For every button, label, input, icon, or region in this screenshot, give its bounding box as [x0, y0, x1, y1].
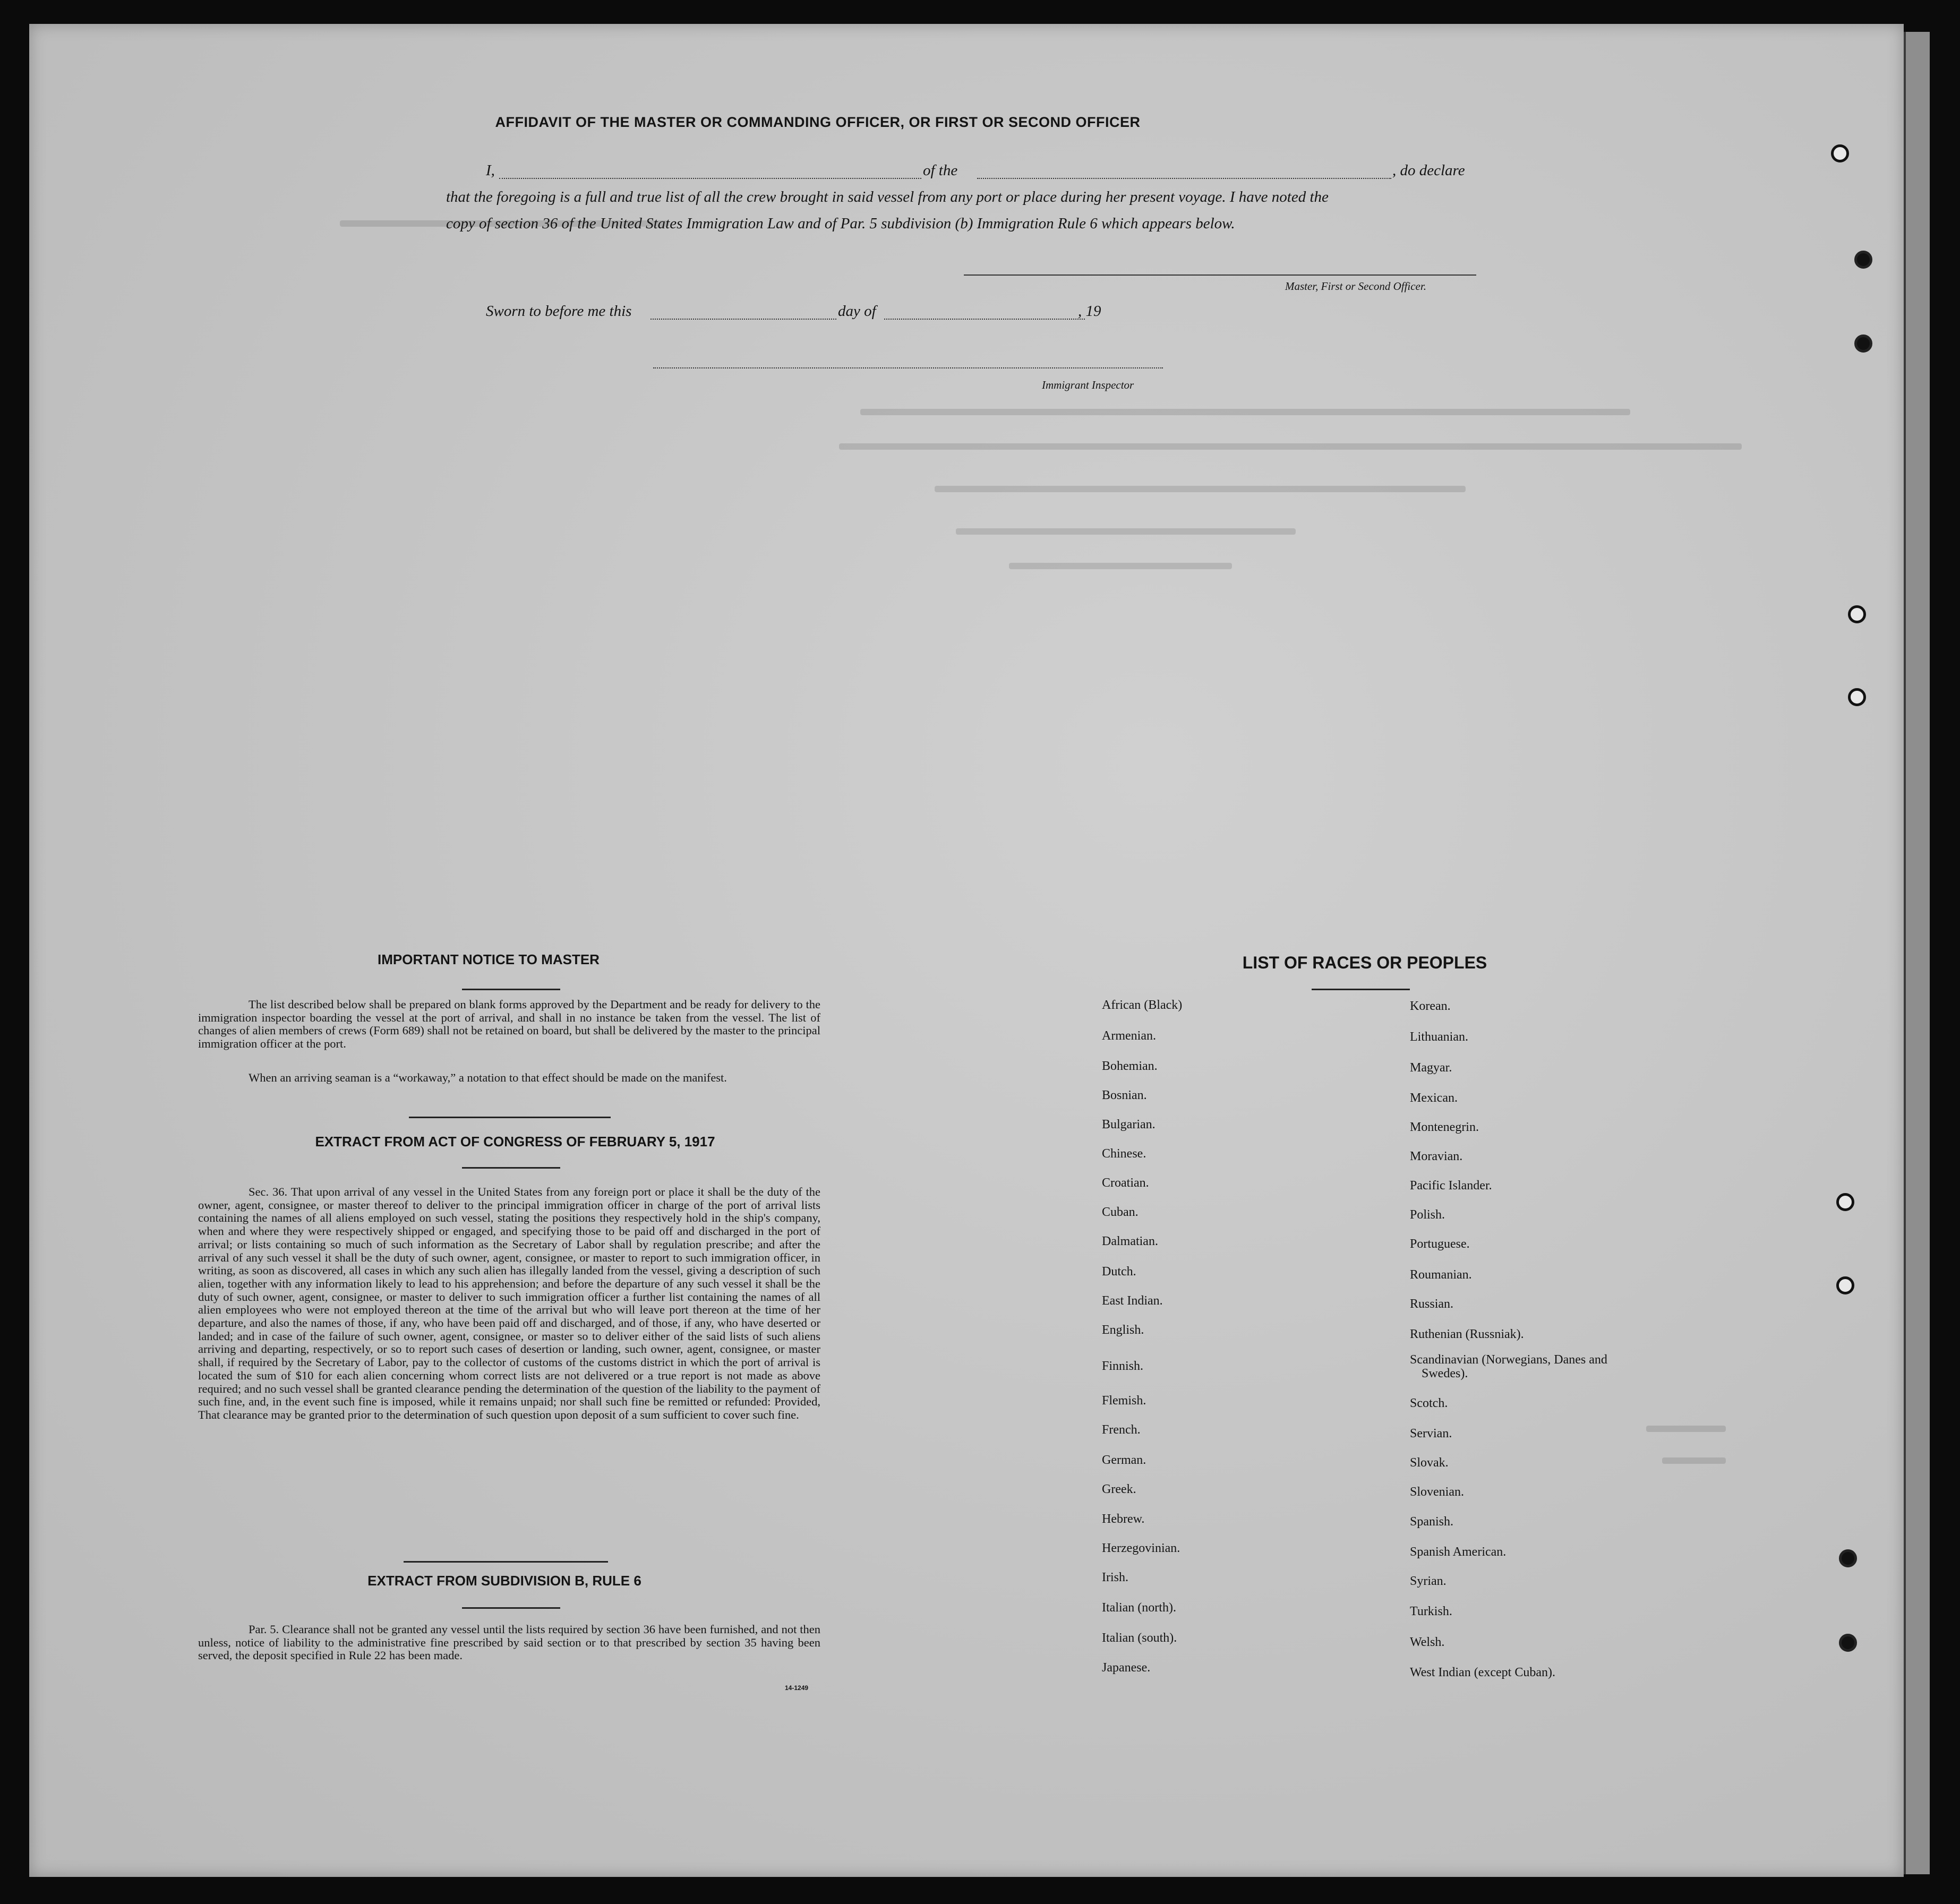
affidavit-declare: , do declare: [1392, 162, 1465, 179]
notice-title: IMPORTANT NOTICE TO MASTER: [378, 951, 600, 967]
race-item: Italian (north).: [1102, 1601, 1176, 1615]
race-item: Mexican.: [1410, 1091, 1458, 1105]
race-item: Portuguese.: [1410, 1237, 1470, 1251]
inspector-label: Immigrant Inspector: [1042, 379, 1134, 391]
vessel-blank[interactable]: [977, 178, 1391, 179]
bleed-through-mark: [935, 486, 1466, 492]
form-number: 14-1249: [785, 1684, 809, 1692]
race-item: Moravian.: [1410, 1150, 1463, 1163]
race-item: Japanese.: [1102, 1661, 1151, 1675]
divider: [462, 1167, 560, 1169]
sworn-day-blank[interactable]: [651, 319, 836, 320]
document-sheet: [29, 24, 1904, 1877]
race-item: Chinese.: [1102, 1147, 1146, 1161]
extract-act-title: EXTRACT FROM ACT OF CONGRESS OF FEBRUARY 5, 1917: [315, 1134, 715, 1150]
race-item: Scotch.: [1410, 1396, 1448, 1410]
notice-paragraph-1: The list described below shall be prepared on blank forms approved by the Department and be ready for delivery to the immigration inspector boarding the vessel at the port of arrival, and shall in no instance be taken from the vessel. The list of changes of alien members of crews (Form 689) shall not be retained on board, but shall be delivered by the master to the principal immigration officer at the port.: [198, 998, 820, 1051]
race-item: Lithuanian.: [1410, 1030, 1468, 1044]
race-item: Korean.: [1410, 999, 1451, 1013]
race-item: East Indian.: [1102, 1294, 1163, 1308]
race-item: Russian.: [1410, 1297, 1454, 1311]
affidavit-i: I,: [486, 162, 495, 179]
race-item: Servian.: [1410, 1427, 1452, 1440]
divider: [404, 1561, 608, 1563]
races-title: LIST OF RACES OR PEOPLES: [1242, 953, 1487, 972]
race-item: Dutch.: [1102, 1265, 1136, 1279]
race-item: Bulgarian.: [1102, 1118, 1156, 1131]
divider: [462, 989, 560, 990]
year-label: , 19: [1078, 303, 1101, 320]
affidavit-title: AFFIDAVIT OF THE MASTER OR COMMANDING OFFICER, OR FIRST OR SECOND OFFICER: [495, 114, 1141, 130]
bleed-through-mark: [1646, 1426, 1726, 1432]
affidavit-of-the: of the: [923, 162, 958, 179]
binder-hole: [1839, 1549, 1857, 1567]
binder-hole: [1836, 1193, 1854, 1211]
race-item: Flemish.: [1102, 1394, 1146, 1408]
bleed-through-mark: [1662, 1457, 1726, 1464]
race-item: Ruthenian (Russniak).: [1410, 1327, 1524, 1341]
race-item: Finnish.: [1102, 1359, 1144, 1373]
affidavit-line-3: copy of section 36 of the United States Immigration Law and of Par. 5 subdivision (b) Immigration Rule 6 which appears below.: [446, 215, 1235, 232]
race-item: Bohemian.: [1102, 1059, 1158, 1073]
name-blank[interactable]: [499, 178, 921, 179]
notice-paragraph-2: When an arriving seaman is a “workaway,” a notation to that effect should be made on the manifest.: [249, 1071, 727, 1084]
race-item: Hebrew.: [1102, 1512, 1145, 1526]
binder-hole: [1836, 1276, 1854, 1294]
extract-act-text: Sec. 36. That upon arrival of any vessel in the United States from any foreign port or place it shall be the duty of the owner, agent, consignee, or master thereof to deliver to the principal immigration officer in charge of the port of arrival lists containing the names of all aliens employed on such vessel, stating the positions they respectively hold in the ship's company, when and where they were respectively shipped or engaged, and specifying those to be paid off and discharged in the port of arrival; or lists containing so much of such information as the Secretary of Labor shall by regulation prescribe; and after the arrival of any such vessel it shall be the duty of such owner, agent, consignee, or master to report to such immigration officer, in writing, as soon as discovered, all cases in which any such alien has illegally landed from the vessel, giving a description of such alien, together with any information likely to lead to his apprehension; and before the departure of any such vessel it shall be the duty of such owner, agent, consignee, or master to deliver to such immigration officer a further list containing the names of all alien employees who were not employed thereon at the time of the arrival but who will leave port thereon at the time of her departure, and also the names of those, if any, who have been paid off and discharged, and of those, if any, who have deserted or landed; and in case of the failure of such owner, agent, consignee, or master so to deliver either of the said lists of such aliens arriving and departing, respectively, or so to report such cases of desertion or landing, such owner, agent, consignee, or master shall, if required by the Secretary of Labor, pay to the collector of customs of the customs district in which the port of arrival is located the sum of $10 for each alien concerning whom correct lists are not delivered or a true report is not made as above required; and no such vessel shall be granted clearance pending the determination of the question of the liability to the payment of such fine, and, in the event such fine is imposed, while it remains unpaid; nor shall such fine be remitted or refunded: Provided, That clearance may be granted prior to the determination of such question upon deposit of a sum sufficient to cover such fine.: [198, 1185, 820, 1421]
bleed-through-mark: [839, 443, 1742, 450]
race-item: African (Black): [1102, 998, 1183, 1012]
divider: [409, 1117, 611, 1118]
race-item: Slovak.: [1410, 1456, 1449, 1470]
race-item: Welsh.: [1410, 1635, 1445, 1649]
race-item: Pacific Islander.: [1410, 1179, 1492, 1193]
bleed-through-mark: [956, 528, 1296, 535]
inspector-signature-line[interactable]: [653, 367, 1163, 368]
race-item: Slovenian.: [1410, 1485, 1464, 1499]
binder-hole: [1839, 1634, 1857, 1652]
binder-hole: [1848, 605, 1866, 623]
master-signature-line[interactable]: [964, 275, 1476, 276]
day-of-label: day of: [838, 303, 876, 320]
bleed-through-mark: [860, 409, 1630, 415]
race-item: Italian (south).: [1102, 1631, 1177, 1645]
race-item: Syrian.: [1410, 1574, 1447, 1588]
race-item: Montenegrin.: [1410, 1120, 1479, 1134]
race-item: Armenian.: [1102, 1029, 1156, 1043]
race-item: Scandinavian (Norwegians, Danes and Swedes).: [1410, 1353, 1607, 1380]
binder-hole: [1854, 335, 1872, 353]
extract-rule-title: EXTRACT FROM SUBDIVISION B, RULE 6: [367, 1573, 641, 1589]
race-item: English.: [1102, 1323, 1144, 1337]
race-item: German.: [1102, 1453, 1146, 1467]
divider: [462, 1607, 560, 1609]
master-signature-label: Master, First or Second Officer.: [1285, 280, 1426, 293]
race-item: French.: [1102, 1423, 1141, 1437]
race-item: Roumanian.: [1410, 1268, 1472, 1282]
sworn-month-blank[interactable]: [884, 319, 1085, 320]
page-edge: [1904, 32, 1930, 1874]
race-item: West Indian (except Cuban).: [1410, 1666, 1555, 1679]
race-item: Magyar.: [1410, 1061, 1452, 1075]
race-item: Spanish American.: [1410, 1545, 1507, 1559]
binder-hole: [1848, 688, 1866, 706]
extract-rule-text: Par. 5. Clearance shall not be granted any vessel until the lists required by section 36 have been furnished, and not then unless, notice of liability to the administrative fine prescribed by said section or to that prescribed by section 35 having been served, the deposit specified in Rule 22 has been made.: [198, 1623, 820, 1662]
binder-hole: [1831, 144, 1849, 162]
race-item: Herzegovinian.: [1102, 1541, 1180, 1555]
race-item: Greek.: [1102, 1482, 1136, 1496]
race-item: Irish.: [1102, 1571, 1128, 1584]
race-item: Bosnian.: [1102, 1088, 1147, 1102]
divider: [1312, 989, 1410, 990]
sworn-label: Sworn to before me this: [486, 303, 632, 320]
race-item: Cuban.: [1102, 1205, 1139, 1219]
race-item: Dalmatian.: [1102, 1234, 1158, 1248]
race-item: Turkish.: [1410, 1605, 1452, 1618]
race-item: Croatian.: [1102, 1176, 1149, 1190]
race-item: Polish.: [1410, 1208, 1445, 1222]
affidavit-line-2: that the foregoing is a full and true list of all the crew brought in said vessel from any port or place during her present voyage. I have noted the: [446, 188, 1329, 205]
binder-hole: [1854, 251, 1872, 269]
race-item: Spanish.: [1410, 1515, 1454, 1529]
bleed-through-mark: [1009, 563, 1232, 569]
